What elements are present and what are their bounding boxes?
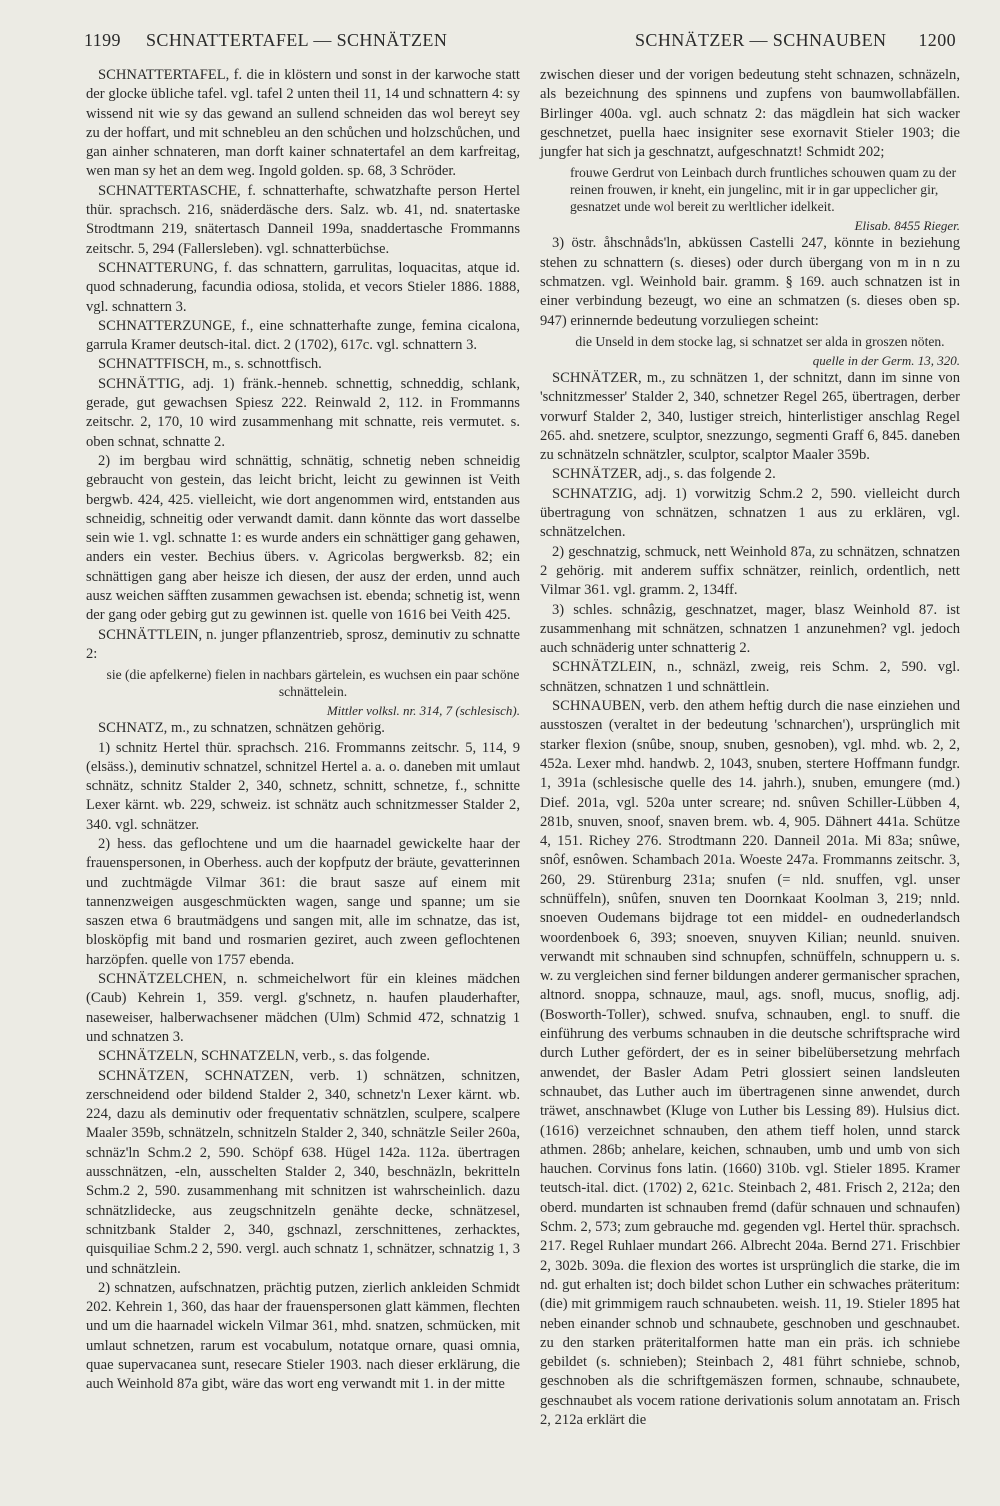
dictionary-entry: SCHNATTFISCH, m., s. schnottfisch. xyxy=(98,356,322,373)
page-header xyxy=(84,30,956,58)
quotation-source: quelle in der Germ. 13, 320. xyxy=(812,352,960,368)
dictionary-entry: SCHNÄTZELN, SCHNATZELN, verb., s. das folgende. xyxy=(98,1048,430,1065)
dictionary-entry: 3) schles. schnâzig, geschnatzet, mager, blasz Weinhold 87. ist zusammenhang mit schnätzen, schnatzen 1 anzunehmen? vgl. jedoch auch schnäderig unter schnatterig 2. xyxy=(540,601,960,657)
dictionary-entry: SCHNATTERTASCHE, f. schnatterhafte, schwatzhafte person Hertel thür. sprachsch. 216, snäderdäsche ders. Salz. wb. 41, nd. snatertaske Strodtmann 219, snätertasch Danneil 199a, snaddertasche Frommanns zeitschr. 5, 294 (Fallersleben). vgl. schnatterbüchse. xyxy=(86,182,520,257)
dictionary-entry: 3) östr. åhschnåds'ln, abküssen Castelli 247, könnte in beziehung stehen zu schnattern (s. dieses) oder durch übergang von m in n zu schmatzen. vgl. Weinhold bair. gramm. § 169. auch schnatzen ist in einer verbindung bezeugt, wo eine an schmatzen (s. dieses oben sp. 947) erinnernde bedeutung vorzuliegen scheint: xyxy=(540,235,960,329)
quotation-source: Mittler volksl. nr. 314, 7 (schlesisch). xyxy=(326,703,520,719)
dictionary-entry: SCHNATZ, m., zu schnatzen, schnätzen gehörig. xyxy=(98,720,385,737)
dictionary-entry: SCHNATTERUNG, f. das schnattern, garrulitas, loquacitas, atque id. quod schnaderung, facundia odiosa, stolida, et vecors Stieler 1886. 1888, vgl. schnattern 3. xyxy=(86,259,520,315)
dictionary-entry: SCHNÄTZER, adj., s. das folgende 2. xyxy=(552,466,776,483)
dictionary-entry: SCHNÄTTLEIN, n. junger pflanzentrieb, sprosz, deminutiv zu schnatte 2: xyxy=(86,626,520,662)
verse-quotation: frouwe Gerdrut von Leinbach durch fruntliches schouwen quam zu der reinen frouwen, ir kneht, ein jungelinc, mit ir in gar uppeclicher gir, gesnatzet unde wol bereit zu werltlicher idelkeit. xyxy=(570,165,957,215)
dictionary-entry: 2) schnatzen, aufschnatzen, prächtig putzen, zierlich ankleiden Schmidt 202. Kehrein 1, 360, das haar der frauenspersonen glatt kämmen, flechten und um die haarnadel wickeln Vilmar 361, mhd. snatzen, schmücken, mit umlaut schnetzen, rarum est vocabulum, notatque ornare, quasi omnia, quae supervacanea sunt, resecare Stieler 1903. nach dieser erklärung, die auch Weinhold 87a gibt, wäre das wort eng verwandt mit 1. in der mitte xyxy=(86,1279,520,1393)
dictionary-entry: 1) schnitz Hertel thür. sprachsch. 216. Frommanns zeitschr. 5, 114, 9 (elsäss.), deminutiv schnatzel, schnitzel Hertel a. a. o. daneben mit umlaut schnätz, schnitz Stalder 2, 340, schnetz, schnitt, schnetze, f., schnitte Lexer kärnt. wb. 229, schweiz. ist schnätz auch schnitzmesser Stalder 2, 340. vgl. schnätzer. xyxy=(86,739,520,833)
verse-quotation: sie (die apfelkerne) fielen in nachbars gärtelein, es wuchsen ein paar schöne schnättelein. xyxy=(106,667,520,700)
right-page-number: 1200 xyxy=(918,30,956,50)
dictionary-entry: SCHNÄTZELCHEN, n. schmeichelwort für ein kleines mädchen (Caub) Kehrein 1, 359. vergl. g'schnetz, n. haufen plauderhafter, naseweiser, halberwachsener mädchen (Ulm) Schmid 472, schnatzig 1 und schnatzen 3. xyxy=(86,971,520,1045)
left-running-title: SCHNATTERTAFEL — SCHNÄTZEN xyxy=(146,30,448,50)
dictionary-entry: 2) geschnatzig, schmuck, nett Weinhold 87a, zu schnätzen, schnatzen 2 gehörig. mit anderem suffix schnätzer, reinlich, ordentlich, nett Vilmar 361. vgl. gramm. 2, 134ff. xyxy=(540,543,960,599)
entry-continuation: zwischen dieser und der vorigen bedeutung steht schnazen, schnäzeln, als bezeichnung des spinnens und zupfens von baumwollabfällen. Birlinger 400a. vgl. auch schnatz 2: das mägdlein hat sich wacker geschnetzet, puella haec insigniter sese exornavit Stieler 1903; die jungfer hat sich ja geschnatzt, aufgeschnatzt! Schmidt 202; xyxy=(540,67,960,161)
dictionary-entry: SCHNAUBEN, verb. den athem heftig durch die nase einziehen und ausstoszen (veraltet in der bedeutung 'schnarchen'), ursprünglich mit starker flexion (snûbe, snoup, snuben, gesnoben), vgl. mhd. wb. 2, 2, 452a. Lexer mhd. handwb. 2, 1043, snuben, stertere Hoffmann fundgr. 1, 391a (schlesische quelle des 14. jahrh.), snuben, emungere (md.) Dief. 201a, vgl. 520a unter screare; nd. snûven Schiller-Lübben 4, 281b, snuven, snoof, snaven brem. wb. 4, 905. Dähnert 441a. Schütze 4, 151. Richey 276. Strodtmann 220. Danneil 201a. Mi 83a; snûwe, snôf, esnôwen. Schambach 201a. Woeste 247a. Frommanns zeitschr. 3, 260, 29. Stürenburg 231a; snufen (= nld. snuffen, vgl. unser schnüffeln), snûfen, snuven ten Doornkaat Koolman 3, 219; nnld. snoeven Oudemans bijdrage tot een middel- en oudnederlandsch woordenboek 6, 393; snoeven, snuyven Kilian; neunld. snuiven. verwandt mit schnauben sind schnupfen, schnüffeln, schnuppern u. s. w. zu vergleichen sind ferner bildungen anderer germanischer sprachen, altnord. snoppa, schnauze, maul, ags. snofl, mucus, snoflig, adj. (Bosworth-Toller), schwed. snufva, schnauben, engl. to snuff. die einführung des verbums schnauben in die deutsche schriftsprache wird durch Luther gefördert, der es in seiner bibelübersetzung mehrfach anwendet, der Basler Adam Petri glossiert seinen landsleuten schnaubet, das Luther auch im übertragenen sinne anwendet, durch träwet, anschnawbet (Kluge von Luther bis Lessing 89). Hulsius dict. (1616) verzeichnet schnauben, den athem tieff holen, unnd starck athmen. 286b; anhelare, keichen, schnauben, umb und umb von sich hauchen. Corvinus fons latin. (1660) 310b. vgl. Stieler 1895. Kramer teutsch-ital. dict. (1702) 2, 621c. Steinbach 2, 481. Frisch 2, 212a; den oberd. mundarten ist schnauben fremd (dafür schnauen und schnaufen) Schm. 2, 573; zum gebrauche md. gegenden vgl. Hertel thür. sprachsch. 217. Regel Ruhlaer mundart 266. Albrecht 204a. Bernd 271. Frischbier 2, 302b. 309a. die flexion des wortes ist ursprünglich die starke, die im nd. gut erhalten ist; doch bildet schon Luther ein schwaches präteritum: (die) mit grimmigem rauch schnaubeten. weish. 11, 19. Stieler 1895 hat neben einander schnob und schnaubete, geschnoben und geschnaubet. zu den starken präteritalformen hatte man ein präs. ich schniebe gebildet (s. schnieben); Steinbach 2, 481 führt schniebe, schnob, geschnoben als die schriftgemäszen formen, schnaube, schnaubete, geschnaubet als vocem ratione derivationis solum annotatam an. Frisch 2, 212a erklärt die xyxy=(540,698,960,1428)
dictionary-entry: SCHNÄTZEN, SCHNATZEN, verb. 1) schnätzen, schnitzen, zerschneidend oder bildend Stalder 2, 340, schnetz'n Lexer kärnt. wb. 224, dazu als deminutiv oder frequentativ schnätzlen, sculpere, scalpere Maaler 359b, schnätzeln, schnitzeln Stalder 2, 340, schnätzle Seiler 260a, schnäz'ln Schm.2 2, 590. Schöpf 638. Hügel 142a. 112a. übertragen ausschnätzen, -eln, ausschelten Stalder 2, 340, beschnäzln, bekritteln Schm.2 2, 590. zusammenhang mit schnitzen ist wahrscheinlich. dazu schnätzlidecke, aus zeugschnitzeln genähte decke, schnätzesel, schnitzbank Stalder 2, 340, gschnazl, zerschnittenes, zerhacktes, quisquiliae Schm.2 2, 590. vergl. auch schnatz 1, schnätzer, schnatzig 1, 3 und schnätzlein. xyxy=(86,1067,520,1277)
quotation-source: Elisab. 8455 Rieger. xyxy=(854,218,960,234)
left-column xyxy=(86,66,520,1395)
dictionary-entry: SCHNÄTTIG, adj. 1) fränk.-henneb. schnettig, schneddig, schlank, gerade, gut gewachsen Spiesz 222. Reinwald 2, 112. in Frommanns zeitschr. 2, 170, 10 wird zusammenhang mit schnatte, reis vermutet. s. oben schnat, schnatte 2. xyxy=(86,375,520,450)
dictionary-entry: SCHNÄTZLEIN, n., schnäzl, zweig, reis Schm. 2, 590. vgl. schnätzen, schnatzen 1 und schnättlein. xyxy=(540,659,960,695)
dictionary-entry: SCHNATZIG, adj. 1) vorwitzig Schm.2 2, 590. vielleicht durch übertragung von schnätzen, schnatzen 1 aus zu erklären, vgl. schnätzelchen. xyxy=(540,485,960,541)
right-running-title: SCHNÄTZER — SCHNAUBEN xyxy=(635,30,887,50)
dictionary-entry: 2) im bergbau wird schnättig, schnätig, schnetig neben schneidig gebraucht von gestein, das leicht bricht, leicht zu gewinnen ist Veith bergwb. 424, 425. vielleicht, wie dort angenommen wird, entstanden aus schneidig, schneitig oder verwandt damit. dann könnte das wort dasselbe sein wie 1. vgl. schnatte 1: es wurde anders ein schnättiger gang gehawen, anders ein vester. Bechius übers. v. Agricolas bergwerksb. 82; ein schnättigen gang aber heisze ich diesen, der ausz der erden, unnd auch ausz weichen säfften zusammen gewachsen ist. ebenda; schnetig ist, wenn der gang oder gebirg gut zu gewinnen ist. quelle von 1616 bei Veith 425. xyxy=(86,452,520,624)
verse-quotation: die Unseld in dem stocke lag, si schnatzet ser alda in groszen nöten. xyxy=(575,333,945,349)
dictionary-entry: 2) hess. das geflochtene und um die haarnadel gewickelte haar der frauenspersonen, in Oberhess. auch der kopfputz der bräute, gevatterinnen und zuchtmägde Vilmar 361: die braut sasze auf einem mit tannenzweigen ausgeschmückten wagen, sange und spanne; um sie saszen etwa 6 brautmädgens und sangen mit, alle im schnatze, das ist, blosköpfig mit band und rosmarien geziret, auch zween geflochtenen harzöpfen. quelle von 1757 ebenda. xyxy=(86,835,520,968)
dictionary-entry: SCHNATTERTAFEL, f. die in klöstern und sonst in der karwoche statt der glocke übliche tafel. vgl. tafel 2 unten theil 11, 14 und schnattern 4: sy wissend nit wie sy das gewand an sullend schneiden das wol bereyt sey zu der hoffart, und mit schnebleu an den schůchen und holzschůchen, und gan ainher schnateren, man dorft kainer schnatertafel an dem karfreitag, wen man sy het an dem weg. Ingold golden. sp. 68, 3 Schröder. xyxy=(86,67,520,180)
dictionary-entry: SCHNATTERZUNGE, f., eine schnatterhafte zunge, femina cicalona, garrula Kramer deutsch-ital. dict. 2 (1702), 617c. vgl. schnattern 3. xyxy=(86,317,520,354)
dictionary-entry: SCHNÄTZER, m., zu schnätzen 1, der schnitzt, dann im sinne von 'schnitzmesser' Stalder 2, 340, schnetzer Regel 265, übertragen, derber vorwurf Stalder 2, 340, lustiger streich, hinterlistiger anschlag Regel 265. ahd. snetzere, sculptor, snezzungo, segmenti Graff 6, 845. daneben zu schnätzeln schnätzler, sculptor, scalptor Maaler 359b. xyxy=(540,369,960,464)
right-column xyxy=(540,66,960,1430)
left-page-number: 1199 xyxy=(84,30,121,50)
